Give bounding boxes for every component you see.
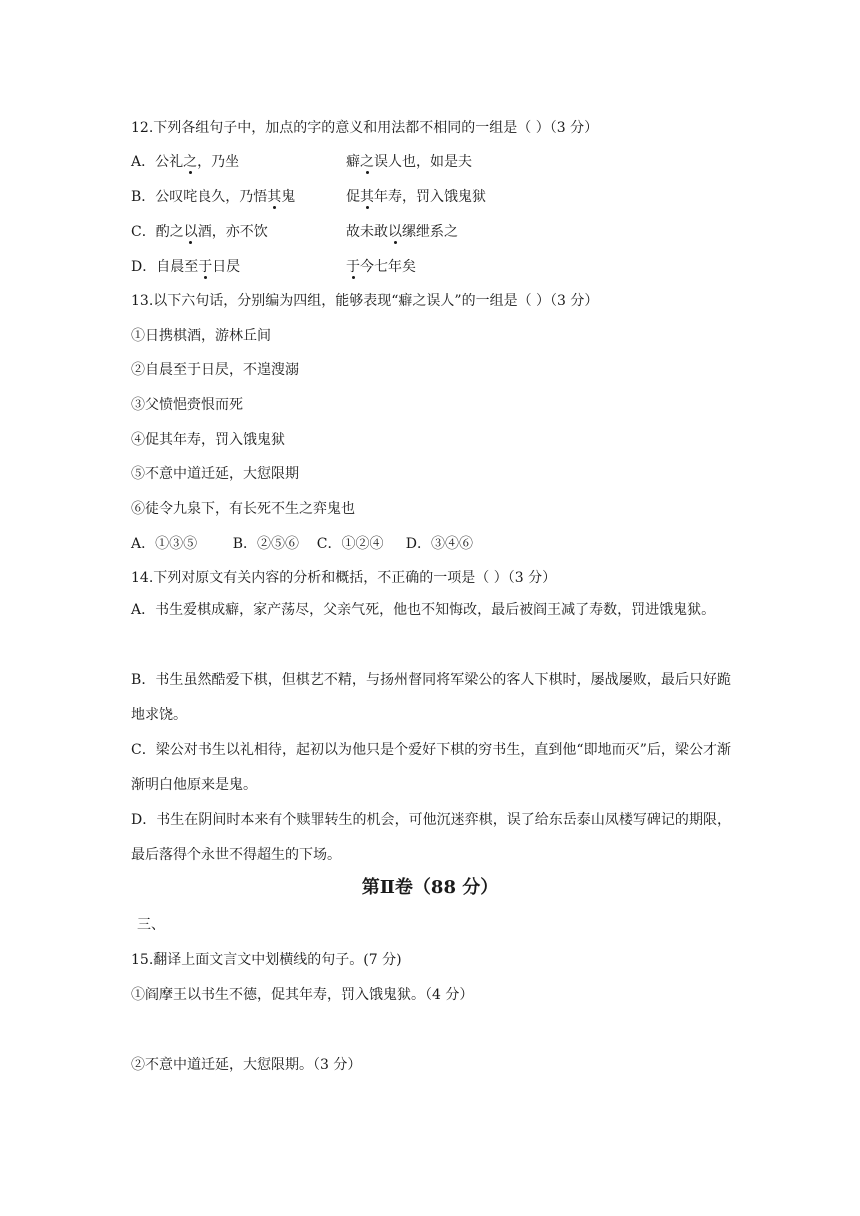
emphasis-dot-char: 以 (388, 224, 402, 240)
emphasis-dot-char: 于 (198, 259, 213, 275)
q12-option-b-right: 促其年寿，罚入饿鬼狱 (346, 189, 486, 205)
q14-option-d: D．书生在阴间时本来有个赎罪转生的机会，可他沉迷弈棋，误了给东岳泰山凤楼写碑记的期限，最后落得个永世不得超生的下场。 (131, 812, 731, 863)
q13-item-6: ⑥徒令九泉下，有长死不生之弈鬼也 (131, 501, 355, 517)
section-part-label: 三、 (137, 917, 165, 933)
emphasis-dot-char: 于 (346, 259, 360, 275)
q13-item-5: ⑤不意中道迁延，大愆限期 (131, 466, 299, 482)
q13-stem: 13.以下六句话，分别编为四组，能够表现“癖之误人”的一组是（ ）（3 分） (131, 293, 599, 309)
emphasis-dot-char: 之 (360, 154, 374, 170)
q13-item-4: ④促其年寿，罚入饿鬼狱 (131, 432, 285, 448)
q13-item-2: ②自晨至于日昃，不遑溲溺 (131, 362, 299, 378)
q13-item-3: ③父愤悒赍恨而死 (131, 397, 243, 413)
q14-stem: 14.下列对原文有关内容的分析和概括，不正确的一项是（ ）（3 分） (131, 570, 557, 586)
q15-sub2: ②不意中道迁延，大愆限期。（3 分） (131, 1057, 362, 1073)
q15-stem: 15.翻译上面文言文中划横线的句子。(7 分) (131, 952, 402, 968)
q12-option-a-left: A．公礼之，乃坐 (131, 154, 240, 170)
emphasis-dot-char: 其 (267, 189, 282, 205)
q12-option-d-left: D．自晨至于日昃 (131, 259, 241, 275)
q12-option-c-right: 故未敢以缧绁系之 (346, 224, 458, 240)
q12-option-a-right: 癖之误人也，如是夫 (346, 154, 472, 170)
q14-option-c: C．梁公对书生以礼相待，起初以为他只是个爱好下棋的穷书生，直到他“即地而灭”后，梁公才渐渐明白他原来是鬼。 (131, 742, 731, 793)
emphasis-dot-char: 之 (183, 154, 198, 170)
q13-item-1: ①日携棋酒，游林丘间 (131, 328, 271, 344)
q14-option-b: B．书生虽然酷爱下棋，但棋艺不精，与扬州督同将军梁公的客人下棋时，屡战屡败，最后只好跪地求饶。 (131, 672, 731, 723)
emphasis-dot-char: 以 (183, 224, 198, 240)
q12-option-c-left: C．酌之以酒，亦不饮 (131, 224, 268, 240)
emphasis-dot-char: 其 (360, 189, 374, 205)
q12-stem: 12.下列各组句子中，加点的字的意义和用法都不相同的一组是（ ）（3 分） (131, 120, 599, 136)
q12-option-b-left: B．公叹咤良久，乃悟其鬼 (131, 189, 296, 205)
section-title: 第Ⅱ卷（88 分） (361, 877, 499, 898)
q15-sub1: ①阎摩王以书生不德，促其年寿，罚入饿鬼狱。（4 分） (131, 987, 474, 1003)
q14-option-a: A．书生爱棋成癖，家产荡尽，父亲气死，他也不知悔改，最后被阎王减了寿数，罚进饿鬼狱。 (131, 602, 716, 618)
q12-option-d-right: 于今七年矣 (346, 259, 416, 275)
q13-choices: A．①③⑤ B．②⑤⑥ C．①②④ D．③④⑥ (131, 536, 473, 552)
